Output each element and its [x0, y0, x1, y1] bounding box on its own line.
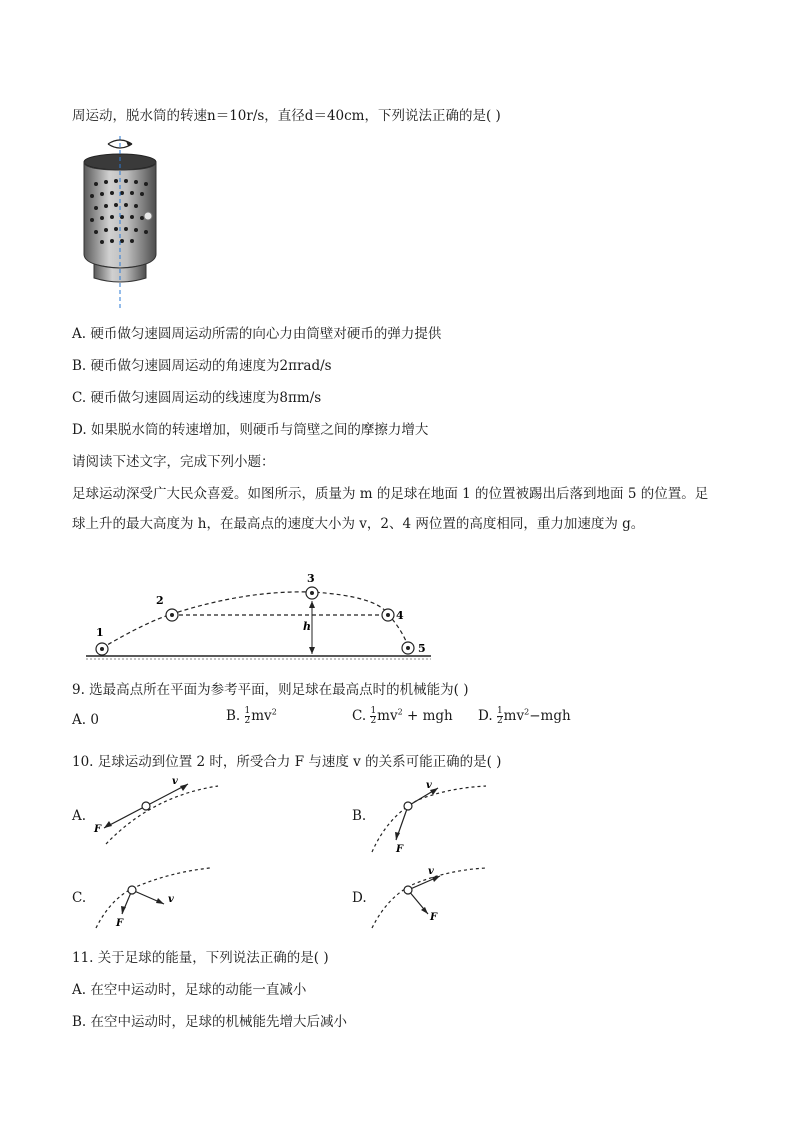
q9-stem: 9. 选最高点所在平面为参考平面，则足球在最高点时的机械能为( ) [72, 682, 469, 698]
q10-diagram-d [368, 860, 498, 932]
q10-label-a: A. [72, 808, 87, 824]
q9-option-c: C. $\frac{1}{2}$ $mv^2$ + mgh [352, 706, 453, 726]
svg-text:v: v [168, 894, 174, 905]
label-5: 5 [418, 642, 426, 655]
q8-option-c: C. 硬币做匀速圆周运动的线速度为8πm/s [72, 390, 322, 406]
q10-label-d: D. [352, 890, 367, 906]
q9-option-b: B. $\frac{1}{2}$ $mv^2$ [226, 706, 277, 726]
svg-text:F: F [94, 824, 102, 835]
svg-text:v: v [426, 780, 432, 791]
q9-option-d: D. $\frac{1}{2}$ $mv^2-mgh$ [478, 706, 571, 726]
svg-text:F: F [116, 918, 124, 929]
q11-stem: 11. 关于足球的能量，下列说法正确的是( ) [72, 950, 329, 966]
passage-line-1: 足球运动深受广大民众喜爱。如图所示，质量为 m 的足球在地面 1 的位置被踢出后落到地面 5 的位置。足 [72, 486, 709, 502]
q9-option-a: A. 0 [72, 712, 99, 728]
spin-dryer-figure [76, 132, 166, 312]
q10-label-c: C. [72, 890, 87, 906]
q10-stem: 10. 足球运动到位置 2 时，所受合力 F 与速度 v 的关系可能正确的是( ) [72, 754, 502, 770]
reading-prompt: 请阅读下述文字，完成下列小题： [72, 454, 275, 470]
label-h: h [303, 620, 311, 633]
q10-diagram-b [368, 776, 498, 856]
label-1: 1 [96, 626, 104, 639]
football-trajectory-figure [86, 568, 436, 668]
q11-option-a: A. 在空中运动时，足球的动能一直减小 [72, 982, 307, 998]
svg-text:v: v [172, 776, 178, 787]
q8-option-d: D. 如果脱水筒的转速增加，则硬币与筒壁之间的摩擦力增大 [72, 422, 429, 438]
q10-diagram-c [92, 860, 222, 932]
svg-text:F: F [396, 844, 404, 855]
passage-line-2: 球上升的最大高度为 h，在最高点的速度大小为 v，2、4 两位置的高度相同，重力加速度为 g。 [72, 516, 645, 532]
label-3: 3 [307, 572, 315, 585]
label-2: 2 [156, 594, 164, 607]
label-4: 4 [396, 609, 404, 622]
svg-text:F: F [430, 912, 438, 923]
question-intro: 周运动，脱水筒的转速n＝10r/s，直径d＝40cm，下列说法正确的是( ) [72, 108, 501, 124]
q8-option-a: A. 硬币做匀速圆周运动所需的向心力由筒壁对硬币的弹力提供 [72, 326, 442, 342]
q10-label-b: B. [352, 808, 367, 824]
svg-text:v: v [428, 866, 434, 877]
q8-option-b: B. 硬币做匀速圆周运动的角速度为2πrad/s [72, 358, 332, 374]
q10-diagram-a [92, 776, 222, 846]
coin-icon [144, 212, 152, 220]
q11-option-b: B. 在空中运动时，足球的机械能先增大后减小 [72, 1014, 348, 1030]
